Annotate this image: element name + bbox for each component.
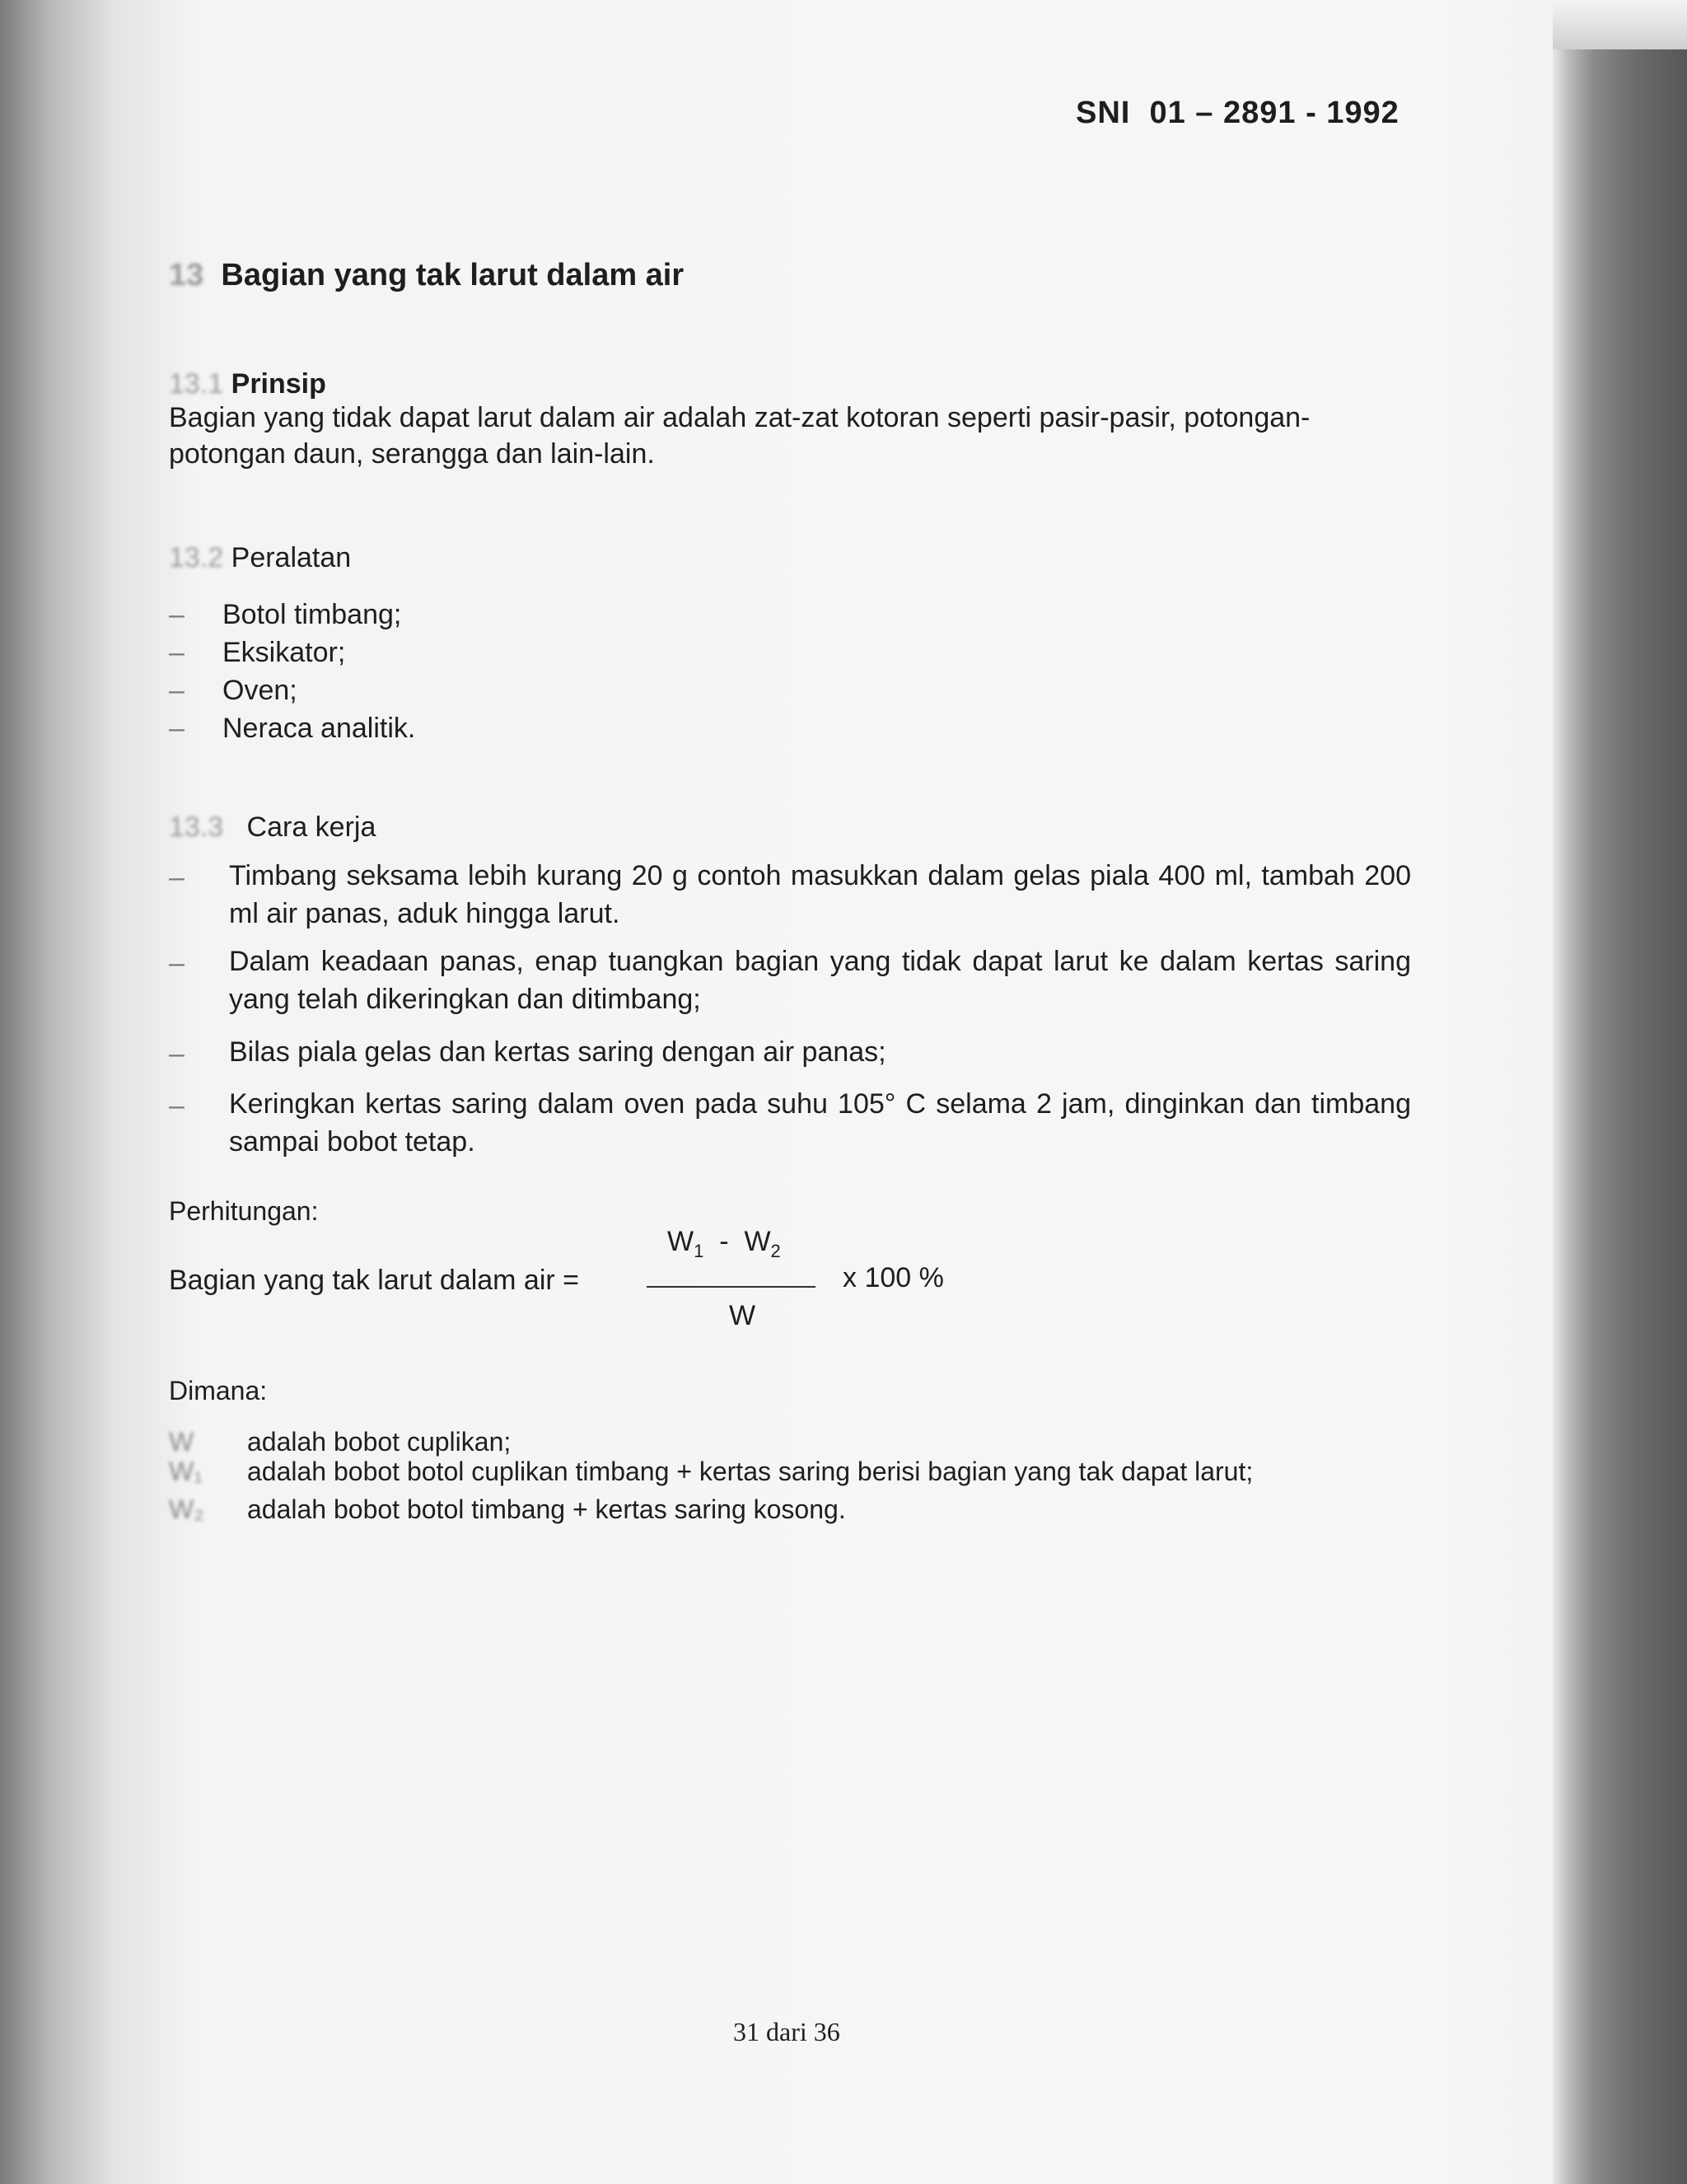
procedure-step: Bilas piala gelas dan kertas saring dengan air panas; [229, 1036, 886, 1068]
procedure-step: Keringkan kertas saring dalam oven pada suhu 105° C selama 2 jam, dinginkan dan timbang sampai bobot tetap. [229, 1088, 1411, 1157]
page-number: 31 dari 36 [733, 2017, 840, 2046]
subsection-title: Prinsip [231, 368, 326, 400]
dimana-label: Dimana: [169, 1376, 268, 1405]
w1-symbol: W [667, 1226, 694, 1257]
formula-lhs: Bagian yang tak larut dalam air = [169, 1265, 580, 1296]
formula-denominator: W [729, 1300, 756, 1331]
list-dash: – [169, 947, 185, 979]
formula-numerator [667, 1226, 781, 1262]
variable-definition: adalah bobot botol cuplikan timbang + kertas saring berisi bagian yang tak dapat larut; [247, 1457, 1254, 1486]
list-dash: – [169, 637, 185, 668]
list-dash: – [169, 599, 185, 630]
section-title: Bagian yang tak larut dalam air [221, 258, 685, 292]
formula-multiplier: x 100 % [843, 1262, 944, 1293]
prinsip-text: Bagian yang tidak dapat larut dalam air adalah zat-zat kotoran seperti pasir-pasir, potongan-potongan daun, serangga dan lain-lain. [169, 402, 1311, 470]
w1-subscript: 1 [694, 1240, 704, 1261]
variable-definition: adalah bobot botol timbang + kertas saring kosong. [247, 1494, 846, 1524]
list-dash: – [169, 862, 185, 893]
equipment-item: Oven; [222, 675, 297, 706]
subsection-number: 13.3 [169, 811, 224, 843]
list-dash: – [169, 1038, 185, 1069]
subsection-title: Cara kerja [246, 811, 376, 843]
subsection-prinsip-heading [169, 368, 326, 400]
w2-symbol: W [744, 1226, 771, 1257]
document-code: SNI 01 – 2891 - 1992 [1076, 96, 1400, 130]
equipment-item: Neraca analitik. [222, 713, 416, 744]
list-dash: – [169, 713, 185, 744]
equipment-item: Botol timbang; [222, 599, 402, 630]
list-dash: – [169, 675, 185, 706]
subsection-number: 13.2 [169, 542, 224, 573]
variable-symbol: W₂ [169, 1494, 204, 1524]
variable-definition: adalah bobot cuplikan; [247, 1427, 512, 1457]
variable-symbol: W₁ [169, 1457, 203, 1486]
subsection-cara-kerja-heading [169, 811, 376, 844]
perhitungan-label: Perhitungan: [169, 1196, 319, 1226]
w2-subscript: 2 [770, 1240, 781, 1261]
section-number: 13 [169, 258, 204, 292]
subsection-number: 13.1 [169, 368, 224, 400]
book-spine-top [1553, 0, 1687, 49]
procedure-step: Dalam keadaan panas, enap tuangkan bagian yang tidak dapat larut ke dalam kertas saring yang telah dikeringkan dan ditimbang; [229, 946, 1411, 1015]
variable-symbol: W [169, 1427, 194, 1457]
minus-sign: - [703, 1226, 745, 1257]
book-spine-shadow [1553, 0, 1687, 2184]
fraction-line [647, 1286, 815, 1288]
subsection-title: Peralatan [231, 542, 352, 573]
equipment-item: Eksikator; [222, 637, 346, 668]
section-heading [169, 258, 684, 293]
list-dash: – [169, 1090, 185, 1121]
procedure-step: Timbang seksama lebih kurang 20 g contoh masukkan dalam gelas piala 400 ml, tambah 200 ml air panas, aduk hingga larut. [229, 860, 1411, 929]
subsection-peralatan-heading [169, 542, 351, 574]
